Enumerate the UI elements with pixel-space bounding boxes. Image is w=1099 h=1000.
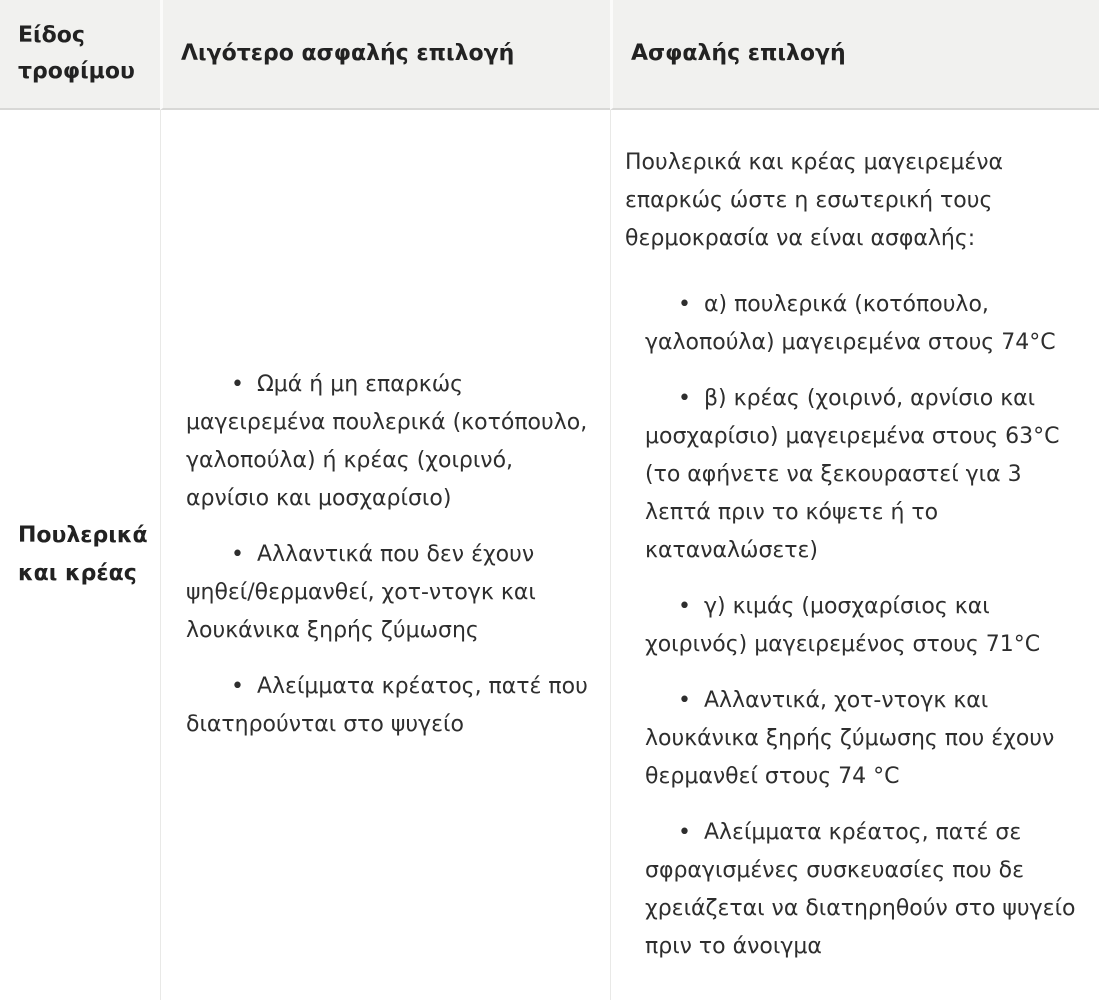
list-item-text: Ωμά ή μη επαρκώς μαγειρεμένα πουλερικά (κοτόπουλο, γαλοπούλα) ή κρέας (χοιρινό, αρνίσιο και μοσχαρίσιο)	[186, 372, 588, 511]
list-item	[645, 588, 1077, 664]
food-type-label: Πουλερικά και κρέας	[18, 523, 148, 586]
column-header-less-safe: Λιγότερο ασφαλής επιλογή	[160, 0, 610, 110]
list-item-text: Αλλαντικά, χοτ-ντογκ και λουκάνικα ξηρής ζύμωσης που έχουν θερμανθεί στους 74 °C	[645, 688, 1055, 789]
list-item-text: β) κρέας (χοιρινό, αρνίσιο και μοσχαρίσιο) μαγειρεμένα στους 63°C (το αφήνετε να ξεκουραστεί για 3 λεπτά πριν το κόψετε ή το καταναλώσετε)	[645, 386, 1060, 563]
list-item	[186, 668, 588, 744]
cell-food-type	[0, 110, 160, 1000]
list-item	[645, 682, 1077, 796]
cell-safe-choices	[610, 110, 1099, 1000]
list-item-text: α) πουλερικά (κοτόπουλο, γαλοπούλα) μαγειρεμένα στους 74°C	[645, 292, 1056, 355]
list-item-text: Αλείμματα κρέατος, πατέ σε σφραγισμένες συσκευασίες που δε χρειάζεται να διατηρηθούν στο ψυγείο πριν το άνοιγμα	[645, 820, 1076, 959]
cell-less-safe-choices	[160, 110, 610, 1000]
list-item	[645, 814, 1077, 966]
header-row	[0, 0, 1099, 110]
list-item-text: Αλείμματα κρέατος, πατέ που διατηρούνται στο ψυγείο	[186, 674, 588, 737]
list-item-text: γ) κιμάς (μοσχαρίσιος και χοιρινός) μαγειρεμένος στους 71°C	[645, 594, 1041, 657]
column-header-food-type: Είδος τροφίμου	[0, 0, 160, 110]
safe-intro-text: Πουλερικά και κρέας μαγειρεμένα επαρκώς ώστε η εσωτερική τους θερμοκρασία να είναι ασφαλής:	[625, 150, 1004, 251]
list-item	[186, 366, 588, 518]
list-item-text: Αλλαντικά που δεν έχουν ψηθεί/θερμανθεί, χοτ-ντογκ και λουκάνικα ξηρής ζύμωσης	[186, 542, 536, 643]
list-item	[186, 536, 588, 650]
list-item	[645, 380, 1077, 570]
less-safe-list	[186, 366, 588, 744]
safe-list	[645, 286, 1077, 966]
list-item	[645, 286, 1077, 362]
column-header-safe: Ασφαλής επιλογή	[610, 0, 1099, 110]
table-row-poultry-meat	[0, 110, 1099, 1000]
